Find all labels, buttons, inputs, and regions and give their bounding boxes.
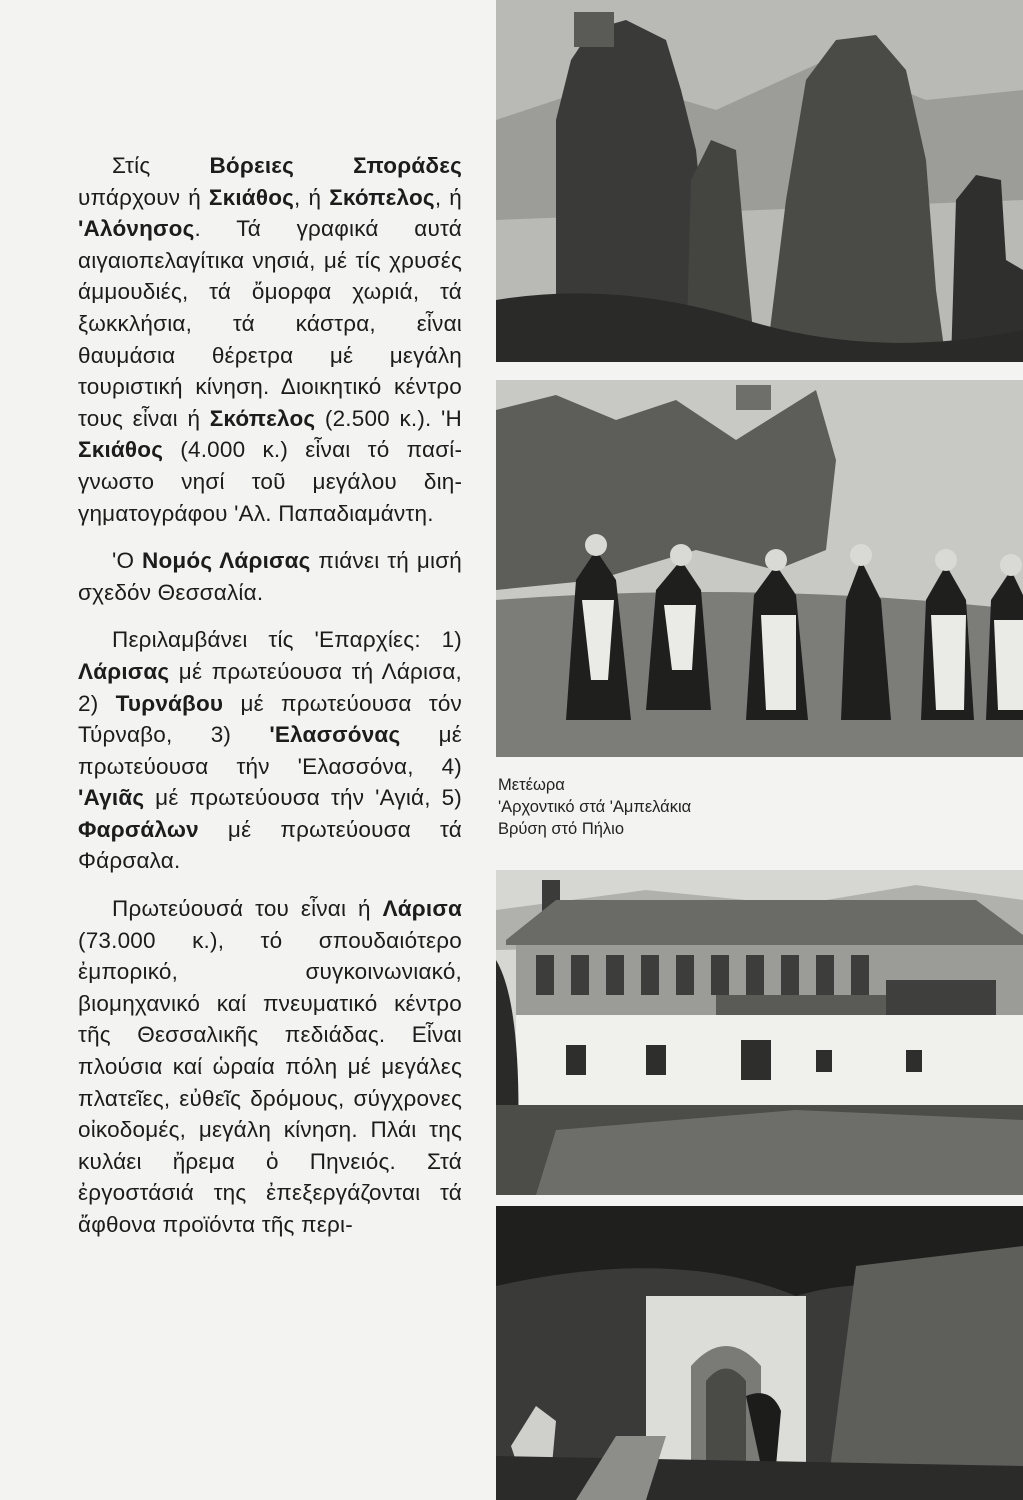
text-run: Περιλαμβάνει τίς 'Επαρχίες: 1) bbox=[112, 627, 462, 653]
caption-pelion-fountain: Βρύση στό Πήλιο bbox=[498, 820, 625, 838]
fountain-image bbox=[496, 1206, 1023, 1500]
text-run: , ή bbox=[434, 184, 462, 210]
mansion-photo bbox=[496, 870, 1023, 1195]
bold-term: 'Ελασσόνας bbox=[269, 722, 401, 748]
text-run: (73.000 κ.), τό σπουδαιότερο ἐμπορικό, συγκοινωνιακό, βιομηχανικό καί πνευματικό κέντρο τῆς Θεσσαλικῆς πεδιάδας. Εἶναι πλούσια καί ὡραία πόλη μέ μεγάλες πλατεῖες, εὐθεῖς δρόμους, σύγχρονες οἰκοδομές, μεγάλη κίνηση. Πλάι της κυλάει ἤρεμα ὁ Πηνειός. Στά ἐργοστάσιά της ἐπεξεργάζονται τά ἄφθονα προϊόντα τῆς περι- bbox=[78, 927, 462, 1237]
text-run: (4.000 κ.) εἶναι τό πασίγνωστο νησί τοῦ μεγάλου διηγηματογράφου 'Αλ. Παπαδιαμάντη. bbox=[78, 437, 462, 526]
bold-term: Φαρσάλων bbox=[78, 816, 199, 842]
bold-term: Σκόπελος bbox=[209, 405, 316, 431]
text-run: Στίς bbox=[112, 153, 210, 178]
text-run: μέ πρωτεύουσα τόν Τύρναβο, 3) bbox=[78, 690, 463, 748]
dancers-image bbox=[496, 380, 1023, 757]
fountain-photo bbox=[496, 1206, 1023, 1500]
caption-meteora: Μετέωρα bbox=[498, 776, 565, 794]
bold-term: Λάρισας bbox=[78, 658, 170, 684]
bold-term: Τυρνάβου bbox=[115, 690, 224, 716]
text-run: μέ πρωτεύουσα τά Φάρσαλα. bbox=[78, 816, 462, 874]
mansion-image bbox=[496, 870, 1023, 1195]
text-run: μέ πρωτεύουσα τήν 'Ελασσόνα, 4) bbox=[78, 722, 462, 779]
text-run: πιάνει τή μισή σχεδόν Θεσσαλία. bbox=[78, 548, 463, 605]
paragraph-capital-larisa bbox=[78, 893, 462, 1241]
text-run: , ή bbox=[294, 184, 330, 210]
photo-captions bbox=[498, 774, 798, 840]
meteora-photo bbox=[496, 0, 1023, 362]
bold-term: Σκιάθος bbox=[78, 437, 164, 463]
paragraph-sporades bbox=[78, 150, 462, 529]
text-run: υπάρχουν ή bbox=[78, 184, 209, 210]
bold-term: Λάρισα bbox=[382, 896, 462, 922]
meteora-image bbox=[496, 0, 1023, 362]
text-run: 'Ο bbox=[112, 548, 143, 574]
text-run: Πρωτεύουσά του εἶναι ή bbox=[112, 896, 383, 922]
bold-term: 'Αλόνησος bbox=[78, 216, 195, 242]
text-run: μέ πρωτεύουσα τήν 'Αγιά, 5) bbox=[144, 785, 462, 811]
paragraph-provinces bbox=[78, 624, 462, 877]
bold-term: Βόρειες Σποράδες bbox=[209, 153, 462, 178]
article-text bbox=[78, 150, 462, 1257]
bold-term: 'Αγιᾶς bbox=[78, 785, 145, 811]
dancers-photo bbox=[496, 380, 1023, 757]
bold-term: Νομός Λάρισας bbox=[142, 548, 311, 574]
caption-ampelakia-mansion: 'Αρχοντικό στά 'Αμπελάκια bbox=[498, 798, 692, 816]
bold-term: Σκιάθος bbox=[208, 184, 295, 210]
bold-term: Σκόπελος bbox=[329, 184, 435, 210]
paragraph-larisa-prefecture bbox=[78, 545, 462, 608]
text-run: μέ πρωτεύουσα τή Λάρισα, 2) bbox=[78, 658, 462, 716]
text-run: . Τά γραφικά αυτά αιγαιοπελαγίτικα νησιά, μέ τίς χρυσές άμμουδιές, τά ὄμορφα χωριά, τά ξωκκλήσια, τά κάστρα, εἶναι θαυμάσια θέρετρα μέ μεγάλη τουριστική κίνηση. Διοικητικό κέντρο τους εἶναι ή bbox=[78, 216, 462, 431]
text-run: (2.500 κ.). 'Η bbox=[315, 405, 462, 431]
